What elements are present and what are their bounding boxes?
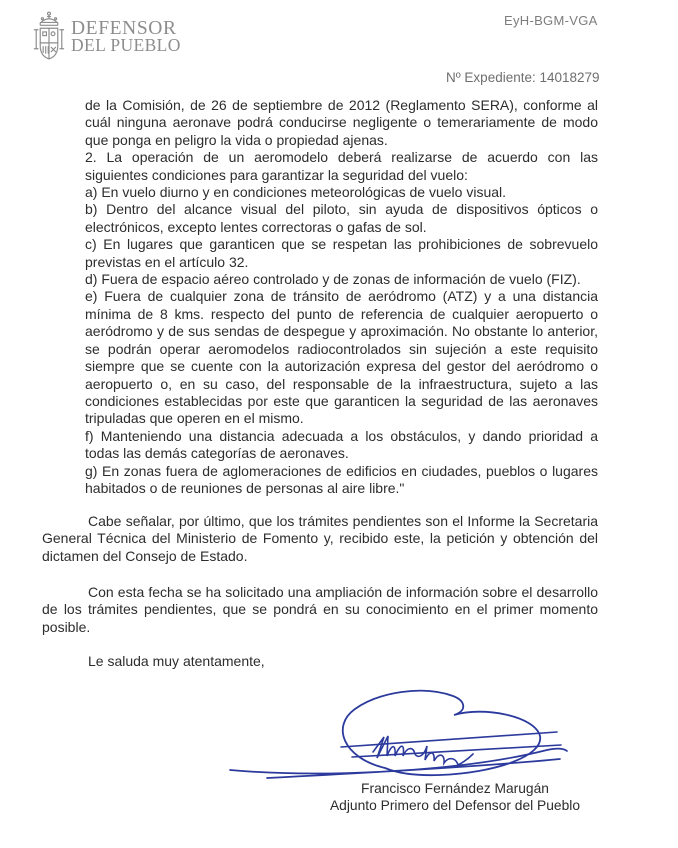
- reference-code: EyH-BGM-VGA: [504, 13, 598, 28]
- salutation-line: Le saluda muy atentamente,: [88, 653, 265, 669]
- quote-item-a: a) En vuelo diurno y en condiciones meteorológicas de vuelo visual.: [85, 184, 507, 201]
- signature-strike-lines: [341, 732, 561, 757]
- signer-block: [320, 780, 590, 814]
- quoted-regulation-block: [85, 97, 598, 497]
- logo-text-line1: DEFENSOR: [71, 18, 177, 39]
- signature-scribble: [225, 688, 570, 788]
- quote-item-b: b) Dentro del alcance visual del piloto, sin ayuda de dispositivos ópticos o electrónicos, excepto lentes correctoras o gafas de sol.: [85, 201, 598, 235]
- signer-title: Adjunto Primero del Defensor del Pueblo: [329, 798, 581, 813]
- quote-item-f: f) Manteniendo una distancia adecuada a los obstáculos, y dando prioridad a todas las demás categorías de aeronaves.: [85, 427, 598, 462]
- quote-paragraph-2: 2. La operación de un aeromodelo deberá realizarse de acuerdo con las siguientes condiciones para garantizar la seguridad del vuelo:: [85, 149, 598, 183]
- defensor-del-pueblo-logo: [30, 10, 181, 67]
- coat-of-arms-icon: [30, 10, 68, 67]
- quote-item-c: c) En lugares que garanticen que se respetan las prohibiciones de sobrevuelo previstas en el artículo 32.: [85, 236, 598, 270]
- closing-paragraph-tramites: Cabe señalar, por último, que los trámites pendientes son el Informe la Secretaria General Técnica del Ministerio de Fomento y, recibido este, la petición y obtención del dictamen del Consejo de Estado.: [42, 513, 598, 564]
- logo-text: [71, 20, 181, 54]
- quote-paragraph-intro: de la Comisión, de 26 de septiembre de 2012 (Reglamento SERA), conforme al cuál ninguna aeronave podrá conducirse negligente o temerariamente de modo que ponga en peligro la vida o propiedad ajenas.: [85, 97, 598, 148]
- logo-text-line2: DEL PUEBLO: [71, 35, 181, 55]
- quote-item-g: g) En zonas fuera de aglomeraciones de edificios en ciudades, pueblos o lugares habitados o de reuniones de personas al aire libre.": [85, 462, 598, 496]
- closing-paragraph-ampliacion: Con esta fecha se ha solicitado una ampliación de información sobre el desarrollo de los trámites pendientes, que se pondrá en su conocimiento en el primer momento posible.: [42, 584, 598, 635]
- quote-item-d: d) Fuera de espacio aéreo controlado y de zonas de información de vuelo (FIZ).: [85, 271, 581, 288]
- quote-item-e: e) Fuera de cualquier zona de tránsito de aeródromo (ATZ) y a una distancia mínima de 8 kms. respecto del punto de referencia de cualquier aeropuerto o aeródromo y de sus sendas de despegue y aproximación. No obstante lo anterior, se podrán operar aeromodelos radiocontrolados sin sujeción a este requisito siempre que se cuente con la autorización expresa del gestor del aeródromo o aeropuerto o, en su caso, del responsable de la infraestructura, sujeto a las condiciones establecidas por este que garanticen la seguridad de las aeronaves tripuladas que operen en el mismo.: [85, 288, 598, 427]
- signature-underline-sweep: [230, 749, 567, 778]
- signer-name: Francisco Fernández Marugán: [361, 781, 549, 796]
- expediente-number: Nº Expediente: 14018279: [446, 70, 600, 85]
